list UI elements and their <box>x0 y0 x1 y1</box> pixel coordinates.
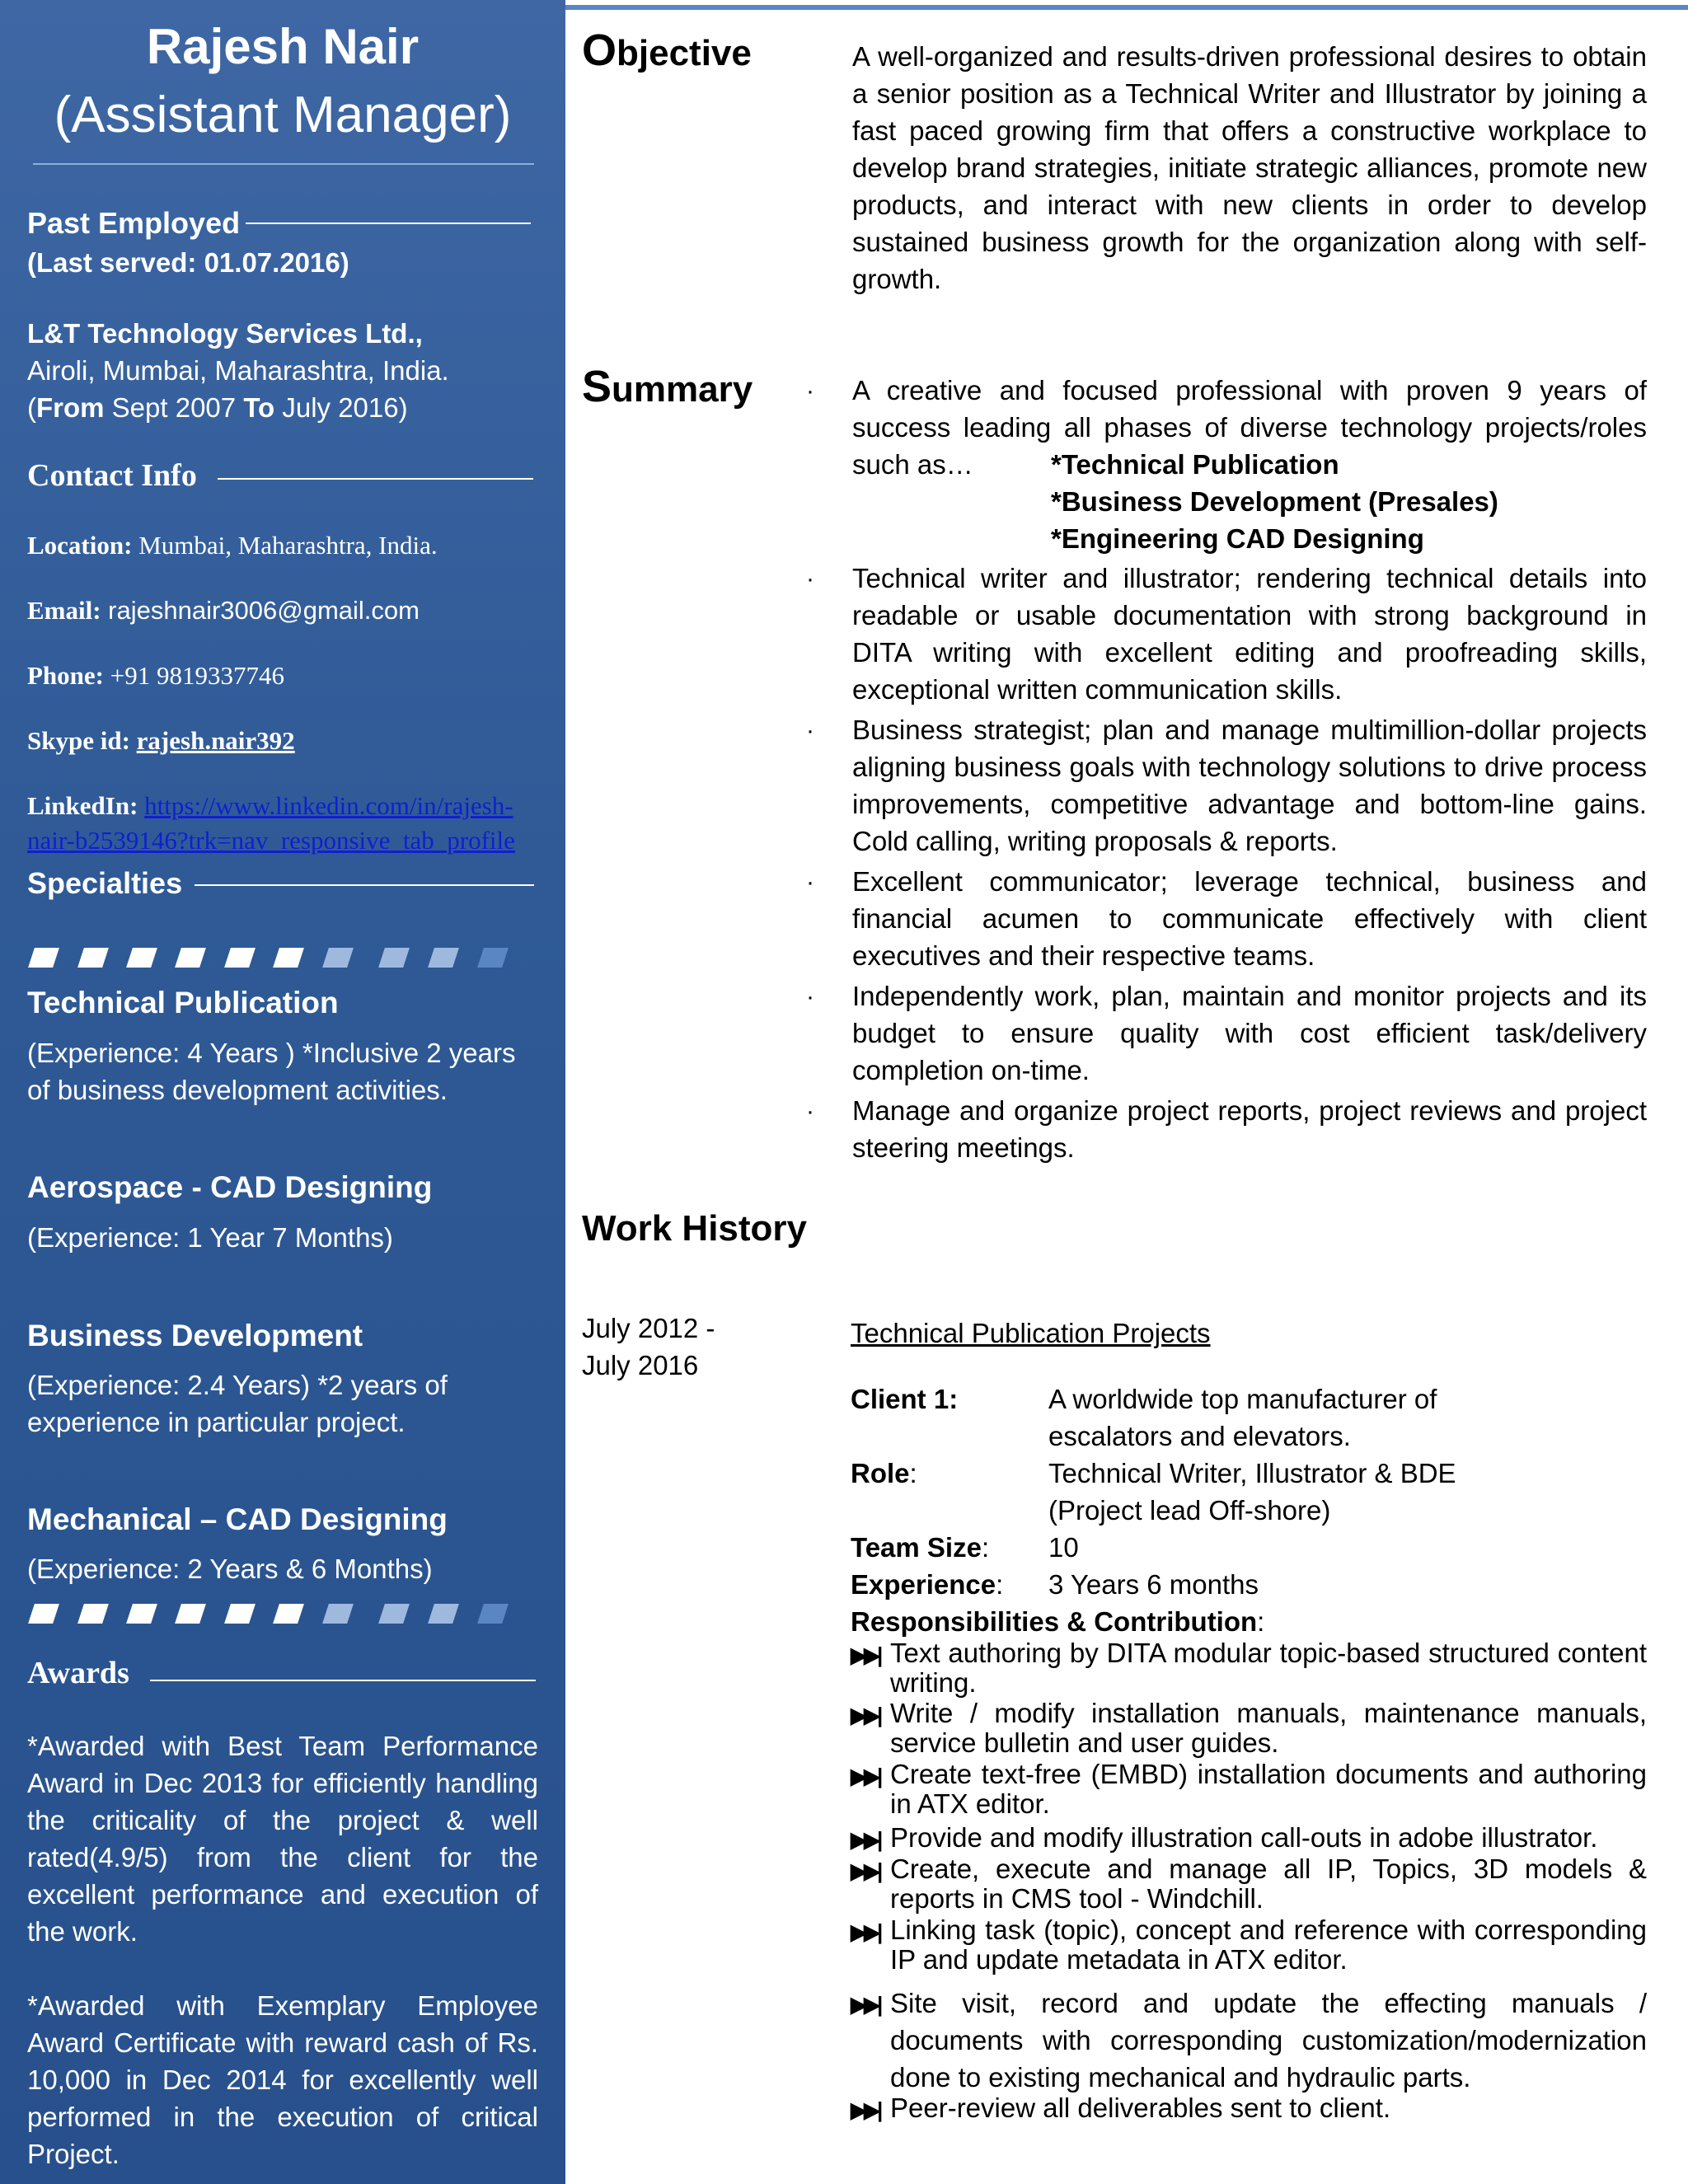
skip-forward-icon: ▶▶| <box>851 2097 880 2122</box>
decorative-squares <box>27 948 522 972</box>
summary-bullet: A creative and focused professional with proven 9 years of success leading all phases of diverse technology projects/roles such as… <box>852 375 1647 480</box>
specialty-detail: (Experience: 2.4 Years) *2 years of <box>27 1370 448 1400</box>
bullet-dot: · <box>806 983 814 1010</box>
summary-bullet: Manage and organize project reports, project reviews and project steering meetings. <box>852 1095 1647 1163</box>
bullet-dot: · <box>806 377 814 405</box>
client-value: A worldwide top manufacturer of <box>1048 1384 1437 1414</box>
role-label: Role: <box>851 1458 917 1488</box>
skip-forward-icon: ▶▶| <box>851 1703 880 1727</box>
divider <box>33 163 534 165</box>
award-2: *Awarded with Exemplary Employee Award Certificate with reward cash of Rs. 10,000 in Dec 2014 for excellently well performed in the execution of critical Project. <box>27 1990 538 2169</box>
specialties-heading: Specialties <box>27 866 183 900</box>
responsibility-item: ▶▶| Site visit, record and update the effecting manuals / documents with corresponding customization/modernization done to existing mechanical and hydraulic parts. <box>851 1988 1647 2093</box>
award-1: *Awarded with Best Team Performance Award in Dec 2013 for efficiently handling the criticality of the project & well rated(4.9/5) from the client for the excellent performance and execution of the work. <box>27 1731 538 1947</box>
summary-heading: Summary <box>582 362 753 411</box>
specialty-title: Technical Publication <box>27 986 339 1019</box>
client-value: escalators and elevators. <box>1048 1421 1351 1451</box>
experience-label: Experience: <box>851 1569 1004 1600</box>
specialty-title: Mechanical – CAD Designing <box>27 1502 448 1536</box>
skip-forward-icon: ▶▶| <box>851 1643 880 1667</box>
summary-bullet: Excellent communicator; leverage technical, business and financial acumen to communicate effectively with client executives and their respective teams. <box>852 866 1647 971</box>
bullet-dot: · <box>806 1098 814 1125</box>
contact-info-heading: Contact Info <box>27 458 197 493</box>
summary-bullet: Technical writer and illustrator; rendering technical details into readable or usable documentation with strong background in DITA writing with excellent editing and proofreading skills, exceptional written communication skills. <box>852 563 1647 705</box>
objective-heading: Objective <box>582 26 752 75</box>
candidate-name: Rajesh Nair <box>146 19 420 74</box>
experience-value: 3 Years 6 months <box>1048 1569 1259 1600</box>
heading-rule <box>218 478 533 480</box>
skip-forward-icon: ▶▶| <box>851 1858 880 1883</box>
responsibility-item: ▶▶| Text authoring by DITA modular topic-based structured content writing. <box>851 1638 1647 1698</box>
skip-forward-icon: ▶▶| <box>851 1764 880 1788</box>
work-dates: July 2016 <box>582 1350 699 1380</box>
specialty-detail: (Experience: 4 Years ) *Inclusive 2 years <box>27 1038 516 1068</box>
team-size-value: 10 <box>1048 1532 1079 1563</box>
specialty-detail: (Experience: 2 Years & 6 Months) <box>27 1554 433 1584</box>
decorative-squares <box>27 1604 522 1629</box>
objective-text: A well-organized and results-driven professional desires to obtain a senior position as a Technical Writer and Illustrator by joining a fast paced growing firm that offers a constructive workplace to develop brand strategies, initiate strategic alliances, promote new products, and interact with new clients in order to develop sustained business growth for the organization along with self-growth. <box>852 41 1647 294</box>
contact-phone: Phone: +91 9819337746 <box>27 661 284 690</box>
work-history-heading: Work History <box>582 1208 808 1249</box>
specialty-title: Aerospace - CAD Designing <box>27 1170 433 1204</box>
bullet-dot: · <box>806 717 814 744</box>
responsibilities-label: Responsibilities & Contribution: <box>851 1606 1265 1637</box>
company-name: L&T Technology Services Ltd., <box>27 318 423 349</box>
role-value: (Project lead Off-shore) <box>1048 1495 1331 1526</box>
heading-rule <box>195 884 534 886</box>
work-dates: July 2012 - <box>582 1313 715 1343</box>
skip-forward-icon: ▶▶| <box>851 1919 880 1944</box>
heading-rule <box>150 1680 536 1681</box>
contact-skype: Skype id: rajesh.nair392 <box>27 726 295 755</box>
top-accent-line <box>565 5 1688 10</box>
linkedin-line2-wrap <box>27 823 515 859</box>
sidebar <box>0 0 565 2184</box>
specialty-title: Business Development <box>27 1319 363 1352</box>
summary-role: *Engineering CAD Designing <box>1051 523 1424 554</box>
company-location: Airoli, Mumbai, Maharashtra, India. <box>27 355 449 386</box>
linkedin-link-part1[interactable]: https://www.linkedin.com/in/rajesh- <box>144 791 513 820</box>
contact-email: Email: rajeshnair3006@gmail.com <box>27 596 420 625</box>
skip-forward-icon: ▶▶| <box>851 1827 880 1852</box>
skype-id-link[interactable]: rajesh.nair392 <box>136 726 295 755</box>
bullet-dot: · <box>806 565 814 593</box>
responsibility-item: ▶▶| Write / modify installation manuals, maintenance manuals, service bulletin and user guides. <box>851 1698 1647 1758</box>
responsibility-item: ▶▶| Create, execute and manage all IP, Topics, 3D models & reports in CMS tool - Windchill. <box>851 1854 1647 1914</box>
specialty-detail: (Experience: 1 Year 7 Months) <box>27 1222 393 1253</box>
contact-location: Location: Mumbai, Maharashtra, India. <box>27 531 438 560</box>
role-value: Technical Writer, Illustrator & BDE <box>1048 1458 1456 1488</box>
summary-bullet: Business strategist; plan and manage multimillion-dollar projects aligning business goals with technology solutions to drive process improvements, competitive advantage and bottom-line gains. Cold calling, writing proposals & reports. <box>852 715 1647 856</box>
summary-role: *Technical Publication <box>1051 449 1339 480</box>
linkedin-link-part2[interactable]: nair-b2539146?trk=nav_responsive_tab_profile <box>27 826 515 855</box>
awards-heading: Awards <box>27 1656 129 1690</box>
skip-forward-icon: ▶▶| <box>851 1992 880 2017</box>
bullet-dot: · <box>806 869 814 896</box>
specialty-detail: of business development activities. <box>27 1075 448 1105</box>
specialty-detail: experience in particular project. <box>27 1407 406 1437</box>
client-label: Client 1: <box>851 1384 959 1414</box>
employment-period: (From Sept 2007 To July 2016) <box>27 392 408 423</box>
summary-bullet: Independently work, plan, maintain and monitor projects and its budget to ensure quality with cost efficient task/delivery completion on-time. <box>852 981 1647 1085</box>
summary-role: *Business Development (Presales) <box>1051 486 1498 517</box>
responsibility-item: ▶▶| Create text-free (EMBD) installation documents and authoring in ATX editor. <box>851 1759 1647 1819</box>
heading-rule <box>246 223 531 224</box>
project-title: Technical Publication Projects <box>851 1318 1211 1348</box>
team-size-label: Team Size: <box>851 1532 990 1563</box>
contact-linkedin: LinkedIn: https://www.linkedin.com/in/rajesh- <box>27 791 513 820</box>
responsibility-item: ▶▶| Provide and modify illustration call-outs in adobe illustrator. <box>851 1822 1598 1853</box>
responsibility-item: ▶▶| Linking task (topic), concept and reference with corresponding IP and update metadata in ATX editor. <box>851 1915 1647 1975</box>
candidate-title: (Assistant Manager) <box>54 87 512 143</box>
past-employed-heading: Past Employed <box>27 206 241 240</box>
responsibility-item: ▶▶| Peer-review all deliverables sent to client. <box>851 2093 1391 2123</box>
last-served: (Last served: 01.07.2016) <box>27 247 349 278</box>
